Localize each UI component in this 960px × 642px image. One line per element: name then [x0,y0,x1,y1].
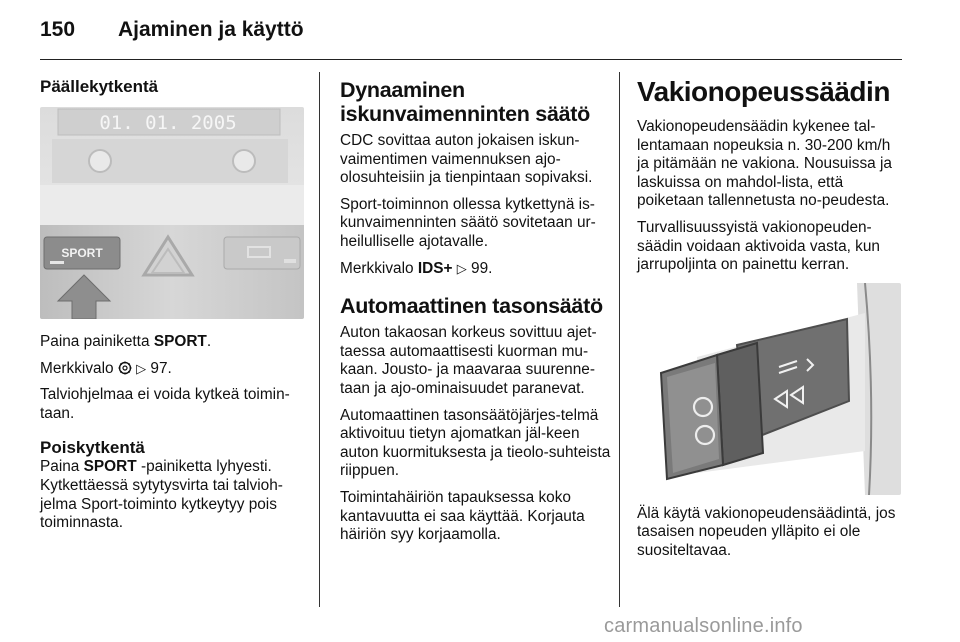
instruction-text: Paina painiketta [40,333,154,350]
section-heading-deactivation: Poiskytkentä [40,438,145,458]
cruise-warning: Älä käytä vakionopeudensäädintä, jos tasaisen nopeuden ylläpito ei ole suositeltavaa. [637,504,896,559]
page-reference-arrow-icon: ▷ [136,360,147,376]
page-number: 150 [40,18,76,41]
winter-note: Talviohjelmaa ei voida kytkeä toimin-taan. [40,386,290,422]
sport-label-2: SPORT [83,458,137,476]
cruise-paragraph-2: Turvallisuussyistä vakionopeuden-säädin voidaan aktivoida vasta, kun jarrupoljinta on painettu kerran. [637,218,880,274]
watermark: carmanualsonline.info [604,615,803,637]
sport-label: SPORT [153,333,207,350]
section-heading-activation: Päällekytkentä [40,77,159,96]
clock-display-text: 01. 01. 2005 [99,112,237,134]
column-2: Dynaaminen iskunvaimenninten säätö CDC sovittaa auton jokaisen iskun-vaimentimen vaimennuksen ajo-olosuhteisiin ja tienpintaan sopivaksi. Sport-toiminnon ollessa kytkettynä is-kunvaimenninten säätö sovitetaan ur-heilulliselle ajotavalle. Merkkivalo IDS+ ▷ 99. Automaattinen tasonsäätö Auton takaosan korkeus sovittuu ajet-taessa automaattisesti kuorman mu-kaan. Jousto- ja maavaraa suurenne-taan ja ajo-ominaisuudet paranevat. Automaattinen tasonsäätöjärjes-telmä aktivoituu tietyn ajomatkan jäl-keen auton kuormituksesta ja tieolo-suhteista riippuen. Toimintahäiriön tapauksessa koko kantavuutta ei saa käyttää. Korjauta häiriön syy korjaamolla. [340,78,611,544]
column-divider-2 [619,72,620,607]
column-divider-1 [319,72,320,607]
section-heading-cruise-control: Vakionopeussäädin [637,76,890,107]
section-heading-leveling: Automaattinen tasonsäätö [340,294,603,319]
sport-button-label: SPORT [61,246,103,260]
sport-button-figure [40,107,304,319]
indicator-text: Merkkivalo [40,359,118,377]
leveling-paragraph-2: Automaattinen tasonsäätöjärjes-telmä aktivoituu tietyn ajomatkan jäl-keen auton kuormituksesta ja tieolo-suhteista riippuen. [340,406,611,480]
leveling-paragraph-3: Toimintahäiriön tapauksessa koko kantavuutta ei saa käyttää. Korjauta häiriön syy korjaamolla. [340,488,585,544]
sport-indicator-icon [118,361,132,375]
damping-paragraph-2: Sport-toiminnon ollessa kytkettynä is-kunvaimenninten säätö sovitetaan ur-heilulliselle ajotavalle. [340,195,596,250]
cruise-paragraph-1: Vakionopeudensäädin kykenee tal-lentamaan nopeuksia n. 30-200 km/h ja pitämään ne vakiona. Nousuissa ja laskuissa on mahdol-lista, että poiketaan tallennetusta no-peudesta. [637,118,892,210]
page-reference-arrow-icon: ▷ [456,260,467,276]
deactivation-note: Kytkettäessä sytytysvirta tai talvioh-jelma Sport-toiminto kytkeytyy pois toiminnasta. [40,476,283,532]
column-1: Päällekytkentä 01. 01. 2005 SPORT Paina painiketta SPORT. Merkkivalo ▷ 97. Talviohjelmaa ei voida kytkeä toimin-taan. Poiskytkentä Paina SPORT -painiketta lyhyesti. Kytkettäessä sytytysvirta tai talvioh-jelma Sport-toiminto kytkeytyy pois toiminnasta. [40,64,308,541]
section-heading-damping: Dynaaminen iskunvaimenninten säätö [340,78,590,126]
header-rule [40,59,902,60]
page-reference: 99. [471,259,493,277]
damping-paragraph-1: CDC sovittaa auton jokaisen iskun-vaimentimen vaimennuksen ajo-olosuhteisiin ja tienpintaan sopivaksi. [340,132,593,187]
leveling-paragraph-1: Auton takaosan korkeus sovittuu ajet-taessa automaattisesti kuorman mu-kaan. Jousto- ja maavaraa suurenne-taan ja ajo-ominaisuudet paranevat. [340,324,597,397]
chapter-title: Ajaminen ja käyttö [118,18,304,41]
column-3 [637,64,905,569]
page-reference: 97. [150,359,172,377]
cruise-lever-figure [637,283,901,495]
ids-label: IDS+ [417,259,453,277]
